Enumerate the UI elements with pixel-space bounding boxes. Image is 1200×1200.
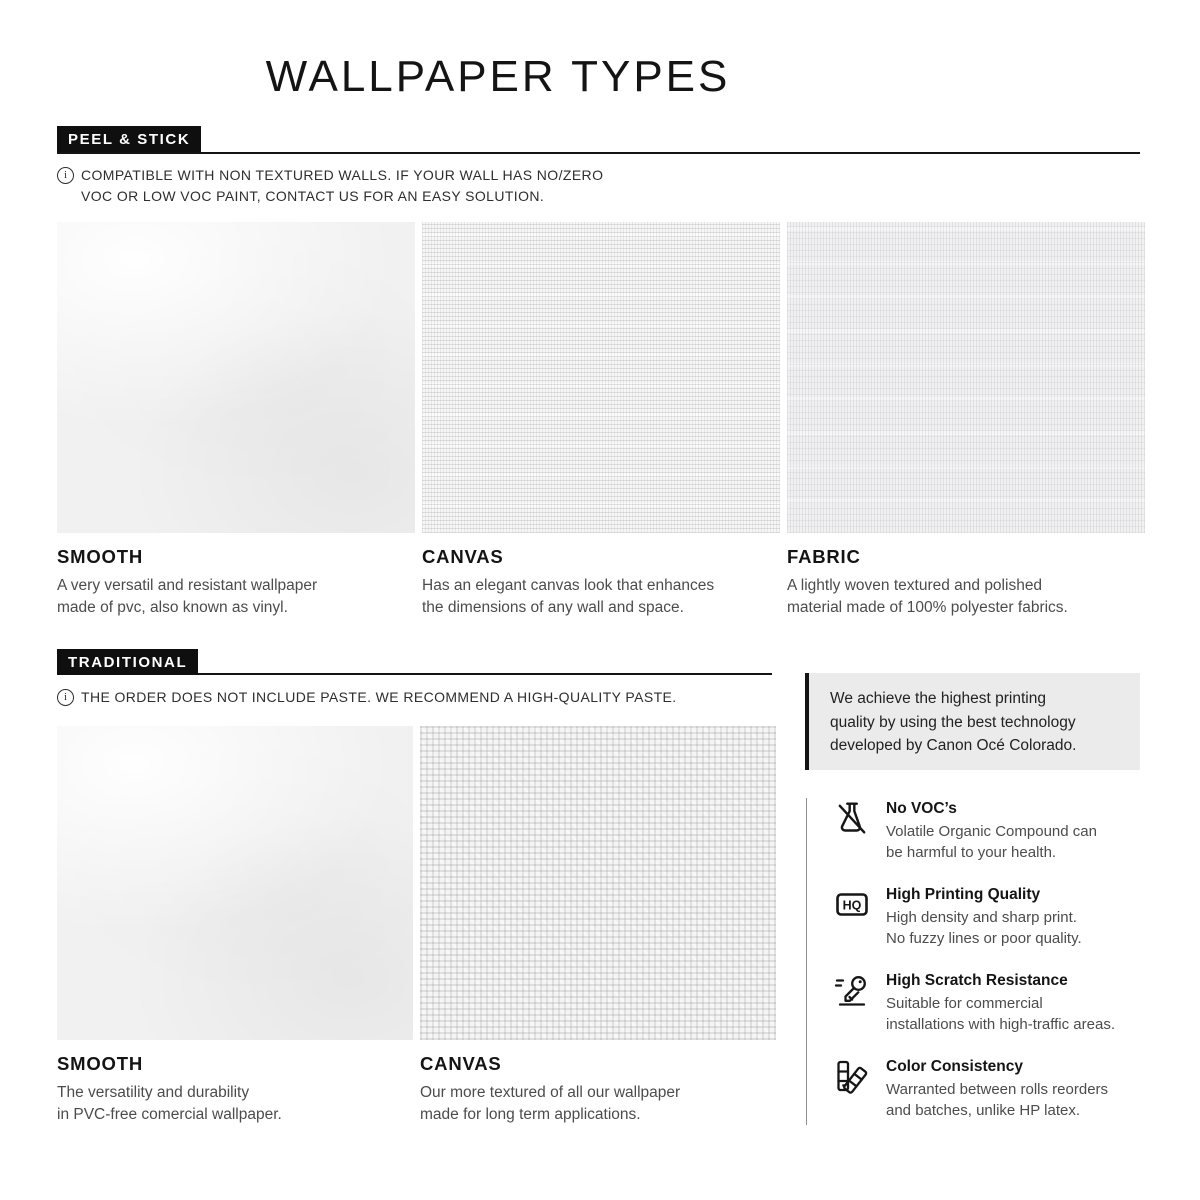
quote-line: We achieve the highest printing: [830, 690, 1046, 707]
feature-desc: [886, 994, 1115, 1035]
traditional-swatch-row: [57, 726, 776, 1125]
card-peel-fabric: [787, 222, 1145, 618]
info-icon: i: [57, 689, 74, 706]
peel-swatch-row: [57, 222, 1145, 618]
feature-desc: [886, 1080, 1108, 1121]
card-title: CANVAS: [420, 1053, 502, 1074]
note-traditional-text: [81, 687, 677, 708]
desc-line: and batches, unlike HP latex.: [886, 1101, 1081, 1119]
quote-line: developed by Canon Océ Colorado.: [830, 737, 1077, 754]
desc-line: be harmful to your health.: [886, 843, 1057, 861]
desc-line: High density and sharp print.: [886, 909, 1077, 926]
desc-line: Volatile Organic Compound can: [886, 823, 1097, 840]
page-title: WALLPAPER TYPES: [265, 52, 731, 101]
feature-high-printing-quality: [833, 886, 1140, 949]
desc-line: material made of 100% polyester fabrics.: [787, 598, 1068, 616]
feature-color-consistency: [833, 1058, 1140, 1121]
fabric-texture-swatch: [787, 222, 1145, 533]
feature-title: High Printing Quality: [886, 886, 1041, 903]
desc-line: No fuzzy lines or poor quality.: [886, 929, 1082, 947]
quote-line: quality by using the best technology: [830, 713, 1076, 731]
section-rule-peel: [57, 152, 1140, 154]
feature-title: Color Consistency: [886, 1058, 1023, 1075]
card-title: FABRIC: [787, 546, 861, 567]
smooth-texture-swatch: [57, 726, 413, 1040]
desc-line: in PVC-free comercial wallpaper.: [57, 1105, 282, 1123]
card-desc: [57, 1082, 413, 1125]
color-swatches-icon: [833, 1058, 871, 1098]
note-line: THE ORDER DOES NOT INCLUDE PASTE. WE RECOMMEND A HIGH-QUALITY PASTE.: [81, 689, 677, 705]
section-label-traditional: TRADITIONAL: [57, 649, 198, 675]
note-line: VOC OR LOW VOC PAINT, CONTACT US FOR AN EASY SOLUTION.: [81, 188, 545, 204]
quote-text: [830, 687, 1130, 758]
card-traditional-smooth: [57, 726, 413, 1125]
feature-text: [886, 800, 1097, 863]
note-peel-text: [81, 165, 603, 207]
coarse-canvas-texture-swatch: [420, 726, 776, 1040]
canvas-texture-swatch: [422, 222, 780, 533]
feature-text: [886, 886, 1082, 949]
note-traditional: [57, 687, 677, 708]
feature-desc: [886, 908, 1082, 949]
feature-title: No VOC’s: [886, 800, 957, 817]
card-desc: [57, 575, 415, 618]
desc-line: Suitable for commercial: [886, 995, 1043, 1012]
hq-badge-icon: [833, 886, 871, 926]
desc-line: Our more textured of all our wallpaper: [420, 1084, 681, 1101]
no-voc-flask-icon: [833, 800, 871, 840]
feature-scratch-resistance: [833, 972, 1140, 1035]
desc-line: the dimensions of any wall and space.: [422, 598, 684, 616]
desc-line: A very versatil and resistant wallpaper: [57, 577, 318, 594]
feature-title: High Scratch Resistance: [886, 972, 1068, 989]
feature-text: [886, 1058, 1108, 1121]
feature-desc: [886, 822, 1097, 863]
section-label-peel-and-stick: PEEL & STICK: [57, 126, 201, 152]
printing-quality-quote: [805, 673, 1140, 770]
card-title: CANVAS: [422, 546, 504, 567]
card-title: SMOOTH: [57, 546, 143, 567]
desc-line: installations with high-traffic areas.: [886, 1015, 1115, 1033]
card-title: SMOOTH: [57, 1053, 143, 1074]
desc-line: made of pvc, also known as vinyl.: [57, 598, 288, 616]
desc-line: made for long term applications.: [420, 1105, 641, 1123]
desc-line: The versatility and durability: [57, 1084, 250, 1101]
card-desc: [422, 575, 780, 618]
card-traditional-canvas: [420, 726, 776, 1125]
info-icon: i: [57, 167, 74, 184]
card-desc: [420, 1082, 776, 1125]
feature-no-voc: [833, 800, 1140, 863]
desc-line: Warranted between rolls reorders: [886, 1081, 1109, 1098]
key-scratch-icon: [833, 972, 871, 1012]
card-peel-smooth: [57, 222, 415, 618]
note-line: COMPATIBLE WITH NON TEXTURED WALLS. IF YOUR WALL HAS NO/ZERO: [81, 167, 604, 183]
feature-list: [806, 798, 1140, 1125]
hq-glyph: HQ: [842, 898, 862, 913]
smooth-texture-swatch: [57, 222, 415, 533]
desc-line: Has an elegant canvas look that enhances: [422, 577, 715, 594]
card-desc: [787, 575, 1145, 618]
card-peel-canvas: [422, 222, 780, 618]
feature-text: [886, 972, 1115, 1035]
desc-line: A lightly woven textured and polished: [787, 577, 1043, 594]
note-peel: [57, 165, 603, 207]
